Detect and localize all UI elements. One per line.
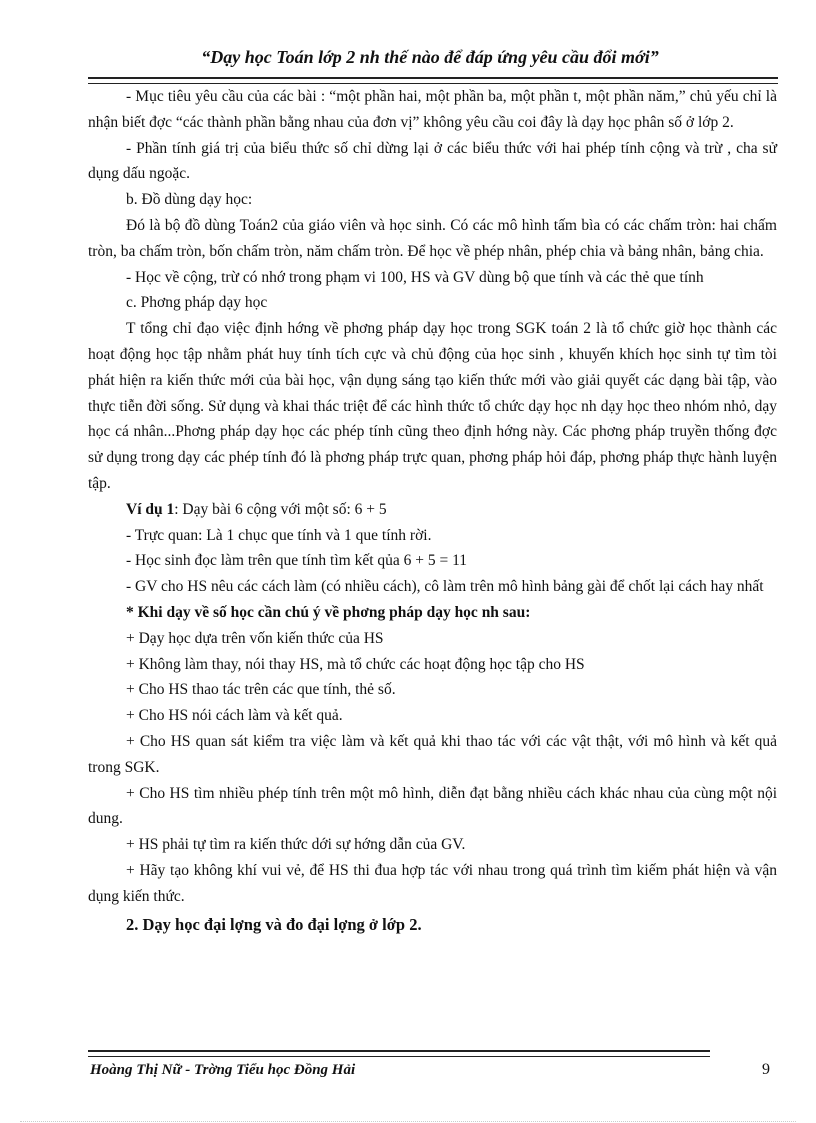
example-text: : Dạy bài 6 cộng với một số: 6 + 5 (174, 500, 387, 518)
list-item: + Cho HS nói cách làm và kết quả. (126, 707, 343, 725)
subheading-teaching-methods: c. Phơng pháp dạy học (126, 294, 268, 312)
paragraph: - Học về cộng, trừ có nhớ trong phạm vi 100, HS và GV dùng bộ que tính và các thẻ que tính (126, 268, 704, 286)
footer-author: Hoàng Thị Nữ - Trờng Tiểu học Đồng Hải (90, 1062, 356, 1078)
document-body (88, 84, 777, 939)
header-rule (88, 77, 778, 84)
list-item: + Cho HS thao tác trên các que tính, thẻ số. (126, 681, 396, 699)
page-number: 9 (762, 1061, 770, 1078)
subheading-teaching-aids: b. Đồ dùng dạy học: (126, 191, 253, 209)
list-item: + HS phải tự tìm ra kiến thức dới sự hớng dẫn của GV. (126, 836, 466, 854)
paragraph: Đó là bộ đồ dùng Toán2 của giáo viên và học sinh. Có các mô hình tấm bìa có các chấm tròn: hai chấm tròn, ba chấm tròn, bốn chấm tròn, năm chấm tròn. Để học về phép nhân, phép chia và bảng nhân, bảng chia. (88, 216, 777, 260)
example-step: - Học sinh đọc làm trên que tính tìm kết qủa 6 + 5 = 11 (126, 552, 468, 570)
list-item: + Cho HS tìm nhiều phép tính trên một mô hình, diễn đạt bằng nhiều cách khác nhau của cùng một nội dung. (88, 784, 777, 828)
list-item: + Hãy tạo không khí vui vẻ, để HS thi đua hợp tác với nhau trong quá trình tìm kiếm phát hiện và vận dụng kiến thức. (88, 861, 777, 905)
example-step: - Trực quan: Là 1 chục que tính và 1 que tính rời. (126, 526, 432, 544)
paragraph: - Mục tiêu yêu cầu của các bài : “một phần hai, một phần ba, một phần t, một phần năm,” chủ yếu chỉ là nhận biết đợc “các thành phần bằng nhau của đơn vị” không yêu cầu coi đây là dạy học phân số ở lớp 2. (88, 88, 777, 131)
list-item: + Dạy học dựa trên vốn kiến thức của HS (126, 629, 384, 647)
example-paragraph (88, 497, 777, 523)
list-item: + Không làm thay, nói thay HS, mà tổ chức các hoạt động học tập cho HS (126, 655, 585, 673)
example-label: Ví dụ 1 (126, 500, 175, 518)
list-item: + Cho HS quan sát kiểm tra việc làm và kết quả khi thao tác với các vật thật, với mô hình và kết quả trong SGK. (88, 732, 777, 776)
section-heading: 2. Dạy học đại lợng và đo đại lợng ở lớp 2. (126, 914, 422, 934)
page-edge-divider (20, 1121, 796, 1122)
example-step: - GV cho HS nêu các cách làm (có nhiều cách), cô làm trên mô hình bảng gài để chốt lại cách hay nhất (126, 578, 764, 596)
note-heading: * Khi dạy về số học cần chú ý về phơng pháp dạy học nh sau: (126, 603, 531, 621)
footer-rule (88, 1050, 710, 1057)
paragraph: T tổng chỉ đạo việc định hớng về phơng pháp dạy học trong SGK toán 2 là tổ chức giờ học thành các hoạt động học tập nhằm phát huy tính tích cực và chủ động của học sinh , khuyến khích học sinh tự tìm tòi phát hiện ra kiến thức mới của bài học, vận dụng sáng tạo kiến thức mới vào giải quyết các dạng bài tập, vào thực tiễn đời sống. Sử dụng và khai thác triệt để các hình thức tổ chức dạy học nh dạy học theo nhóm nhỏ, dạy học cá nhân...Phơng pháp dạy học các phép tính cũng theo định hớng này. Các phơng pháp truyền thống đợc sử dụng trong dạy các phép tính đó là phơng pháp trực quan, phơng pháp hỏi đáp, phơng pháp thực hành luyện tập. (88, 320, 777, 492)
paragraph: - Phần tính giá trị của biểu thức số chỉ dừng lại ở các biểu thức với hai phép tính cộng và trừ , cha sử dụng dấu ngoặc. (88, 139, 777, 183)
page-header-title: “Dạy học Toán lớp 2 nh thế nào để đáp ứng yêu cầu đổi mới” (201, 47, 659, 67)
